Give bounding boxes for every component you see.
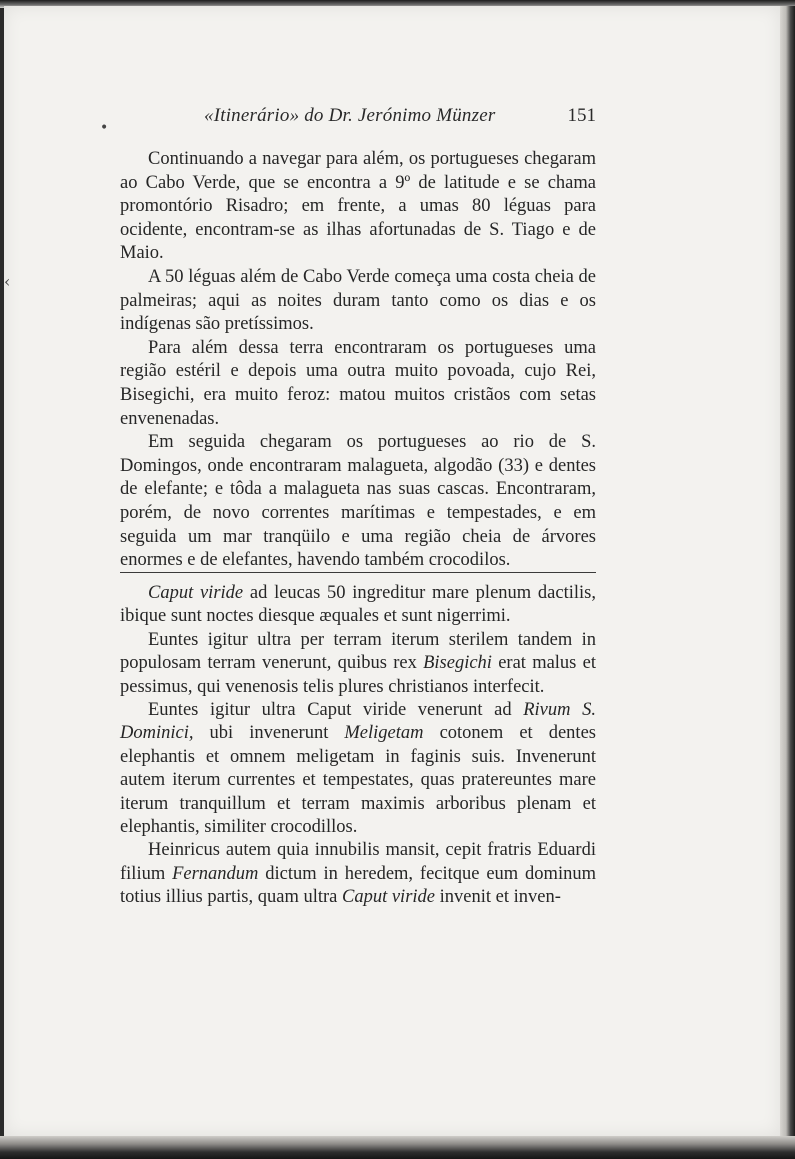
page-number: 151 bbox=[567, 105, 596, 126]
page-edge-bottom bbox=[0, 1136, 795, 1159]
italic-term: Rivum S. Dominici, bbox=[120, 700, 596, 744]
latin-text-run: ad leucas 50 ingreditur mare plenum dactilis, ibique sunt noctes diesque æquales et sunt nigerrimi. bbox=[120, 583, 596, 627]
running-title: «Itinerário» do Dr. Jerónimo Münzer bbox=[204, 105, 496, 126]
italic-term: Bisegichi bbox=[423, 653, 492, 674]
italic-term: Caput viride bbox=[148, 583, 244, 603]
italic-term: Caput viride bbox=[341, 887, 435, 908]
paragraph-palmeiras: A 50 léguas além de Cabo Verde começa uma costa cheia de palmeiras; aqui as noites duram tanto como os dias e os indígenas são pretíssimos. bbox=[120, 266, 596, 335]
latin-text-run: Euntes igitur ultra Caput viride venerunt ad bbox=[148, 700, 524, 721]
latin-text-run: invenit et inven- bbox=[435, 887, 561, 908]
latin-text-run: dictum in heredem, fecitque eum dominum totius illius partis, quam ultra bbox=[120, 863, 596, 908]
margin-mark: ‹ bbox=[4, 272, 11, 291]
latin-original-text bbox=[120, 582, 596, 910]
running-header bbox=[120, 105, 596, 135]
latin-paragraph-heinricus bbox=[120, 839, 596, 909]
latin-paragraph-rivum bbox=[120, 699, 596, 839]
paragraph-bisegichi: Para além dessa terra encontraram os portugueses uma região estéril e depois uma outra muito povoada, cujo Rei, Bisegichi, era muito feroz: matou muitos cristãos com setas envenenadas. bbox=[120, 337, 596, 429]
latin-text-run: Heinricus autem quia innubilis mansit, cepit fratris Eduardi filium bbox=[120, 840, 596, 884]
latin-paragraph-caput-viride bbox=[120, 582, 596, 629]
italic-term: Fernandum bbox=[172, 863, 259, 884]
latin-text-run: cotonem et dentes elephantis et omnem meligetam in faginis suis. Invenerunt autem iterum currentes et tempestates, quas pratereuntes mare iterum tranquillum et terram maximis arboribus plenam et elephantis, similiter crocodillos. bbox=[120, 723, 596, 838]
italic-term: Meligetam bbox=[344, 723, 424, 744]
latin-text-run: Euntes igitur ultra per terram iterum sterilem tandem in populosam terram venerunt, quibus rex bbox=[120, 629, 596, 674]
portuguese-translation bbox=[120, 148, 596, 573]
margin-dot: • bbox=[100, 120, 109, 136]
page-edge-right bbox=[780, 6, 795, 1159]
paragraph-sao-domingos: Em seguida chegaram os portugueses ao rio de S. Domingos, onde encontraram malagueta, algodão (33) e dentes de elefante; e tôda a malagueta nas suas cascas. Encontraram, porém, de novo correntes marítimas e tempestades, e em seguida um mar tranqüilo e uma região cheia de árvores enormes e de elefantes, havendo também crocodilos. bbox=[120, 432, 596, 571]
footnote-divider bbox=[120, 572, 596, 573]
latin-text-run: ubi invenerunt bbox=[193, 723, 345, 744]
latin-paragraph-bisegichi bbox=[120, 629, 596, 699]
paragraph-cabo-verde: Continuando a navegar para além, os portugueses chegaram ao Cabo Verde, que se encontra a 9º de latitude e se chama promontório Risadro; em frente, a umas 80 léguas para ocidente, encontram-se as ilhas afortunadas de S. Tiago e de Maio. bbox=[120, 149, 596, 264]
latin-text-run: erat malus et pessimus, qui venenosis telis plures christianos interfecit. bbox=[120, 653, 596, 697]
